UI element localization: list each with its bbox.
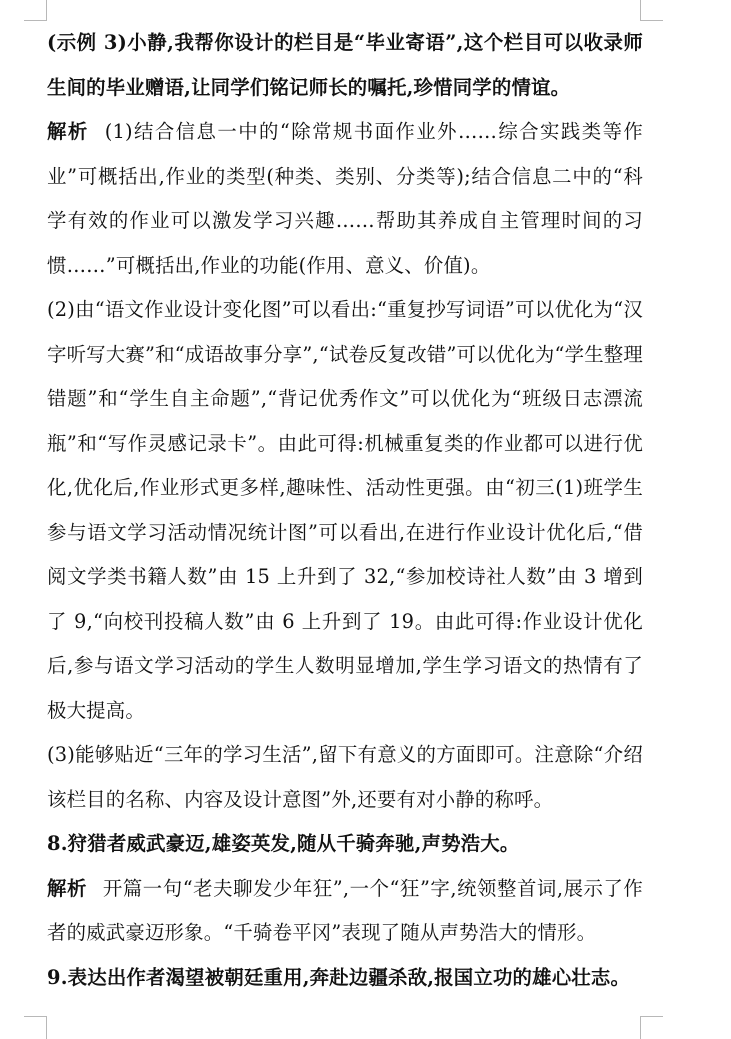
analysis-part-1-text: (1)结合信息一中的“除常规书面作业外……综合实践类等作业”可概括出,作业的类型(种类、类别、分类等);结合信息二中的“科学有效的作业可以激发学习兴趣……帮助其养成自主管理时间的习惯……”可概括出,作业的功能(作用、意义、价值)。: [47, 120, 643, 277]
answer-example-3: [47, 21, 643, 110]
document-body: [47, 21, 643, 1000]
analysis-part-3: [47, 733, 643, 822]
analysis-label: 解析: [47, 120, 89, 143]
crop-mark-bottom-right: [640, 1016, 663, 1039]
answer-question-8: [47, 822, 643, 867]
answer-question-9: [47, 956, 643, 1001]
crop-mark-top-right: [640, 0, 663, 21]
analysis-part-2: [47, 288, 643, 733]
analysis-part-2-text: (2)由“语文作业设计变化图”可以看出:“重复抄写词语”可以优化为“汉字听写大赛”和“成语故事分享”,“试卷反复改错”可以优化为“学生整理错题”和“学生自主命题”,“背记优秀作文”可以优化为“班级日志漂流瓶”和“写作灵感记录卡”。由此可得:机械重复类的作业都可以进行优化,优化后,作业形式更多样,趣味性、活动性更强。由“初三(1)班学生参与语文学习活动情况统计图”可以看出,在进行作业设计优化后,“借阅文学类书籍人数”由 15 上升到了 32,“参加校诗社人数”由 3 增到了 9,“向校刊投稿人数”由 6 上升到了 19。由此可得:作业设计优化后,参与语文学习活动的学生人数明显增加,学生学习语文的热情有了极大提高。: [47, 298, 643, 722]
analysis-question-8-text: 开篇一句“老夫聊发少年狂”,一个“狂”字,统领整首词,展示了作者的威武豪迈形象。“千骑卷平冈”表现了随从声势浩大的情形。: [47, 876, 644, 944]
crop-mark-top-left: [24, 0, 47, 21]
answer-question-9-text: 9.表达出作者渴望被朝廷重用,奔赴边疆杀敌,报国立功的雄心壮志。: [47, 965, 631, 989]
answer-example-3-text: (示例 3)小静,我帮你设计的栏目是“毕业寄语”,这个栏目可以收录师生间的毕业赠语,让同学们铭记师长的嘱托,珍惜同学的情谊。: [47, 31, 643, 99]
answer-question-8-text: 8.狩猎者威武豪迈,雄姿英发,随从千骑奔驰,声势浩大。: [47, 832, 520, 855]
analysis-part-3-text: (3)能够贴近“三年的学习生活”,留下有意义的方面即可。注意除“介绍该栏目的名称、内容及设计意图”外,还要有对小静的称呼。: [47, 743, 643, 811]
analysis-question-8: [47, 867, 643, 956]
analysis-label: 解析: [47, 876, 87, 900]
analysis-part-1: [47, 110, 643, 288]
crop-mark-bottom-left: [24, 1016, 47, 1039]
